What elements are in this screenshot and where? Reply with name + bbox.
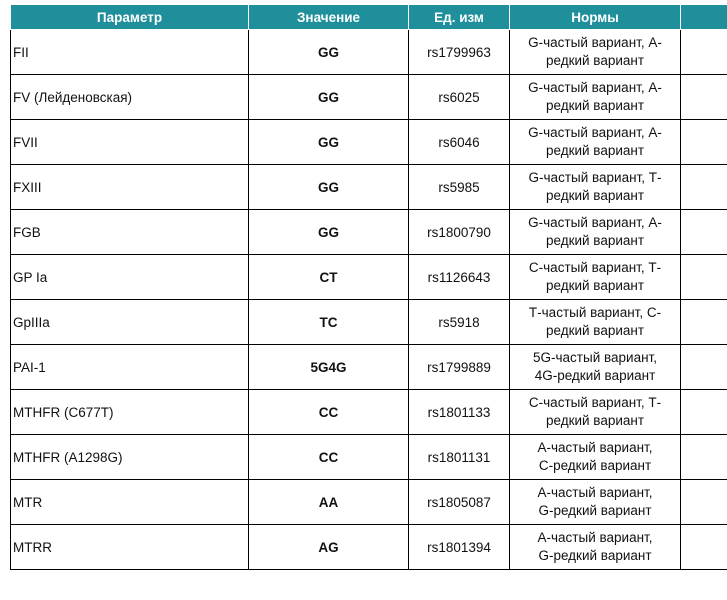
norm-line-2: редкий вариант xyxy=(545,188,645,203)
unit-cell: rs1799963 xyxy=(409,30,510,75)
norm-line-1: А-частый вариант, xyxy=(537,485,653,500)
value-cell: AG xyxy=(249,525,409,570)
norm-cell xyxy=(510,30,681,75)
norm-line-2: редкий вариант xyxy=(545,53,645,68)
table-row xyxy=(11,165,727,210)
norm-cell xyxy=(510,255,681,300)
norm-line-1: С-частый вариант, Т- xyxy=(528,395,662,410)
header-unit: Ед. изм xyxy=(409,5,510,30)
norm-cell xyxy=(510,120,681,165)
norm-cell xyxy=(510,210,681,255)
param-cell: MTHFR (C677T) xyxy=(11,390,249,435)
norm-line-1: А-частый вариант, xyxy=(537,440,653,455)
norm-line-1: G-частый вариант, А- xyxy=(528,35,662,50)
extra-cell xyxy=(681,390,727,435)
unit-cell: rs1799889 xyxy=(409,345,510,390)
unit-cell: rs1801394 xyxy=(409,525,510,570)
unit-cell: rs1805087 xyxy=(409,480,510,525)
header-value: Значение xyxy=(249,5,409,30)
norm-cell xyxy=(510,165,681,210)
table-row xyxy=(11,300,727,345)
norm-line-2: редкий вариант xyxy=(545,413,645,428)
param-cell: MTR xyxy=(11,480,249,525)
param-cell: MTHFR (A1298G) xyxy=(11,435,249,480)
norm-line-2: редкий вариант xyxy=(545,278,645,293)
norm-line-2: 4G-редкий вариант xyxy=(534,368,656,383)
unit-cell: rs5918 xyxy=(409,300,510,345)
norm-line-1: G-частый вариант, А- xyxy=(528,125,662,140)
norm-line-1: С-частый вариант, Т- xyxy=(528,260,662,275)
unit-cell: rs1126643 xyxy=(409,255,510,300)
table-header xyxy=(11,5,727,30)
extra-cell xyxy=(681,75,727,120)
table-row xyxy=(11,120,727,165)
norm-line-1: 5G-частый вариант, xyxy=(533,350,657,365)
norm-line-2: редкий вариант xyxy=(545,98,645,113)
extra-cell xyxy=(681,210,727,255)
norm-cell xyxy=(510,75,681,120)
value-cell: GG xyxy=(249,165,409,210)
header-param: Параметр xyxy=(11,5,249,30)
extra-cell xyxy=(681,255,727,300)
extra-cell xyxy=(681,300,727,345)
table-row xyxy=(11,480,727,525)
table-row xyxy=(11,75,727,120)
unit-cell: rs1801133 xyxy=(409,390,510,435)
extra-cell xyxy=(681,480,727,525)
norm-line-2: редкий вариант xyxy=(545,233,645,248)
value-cell: 5G4G xyxy=(249,345,409,390)
value-cell: GG xyxy=(249,120,409,165)
norm-cell xyxy=(510,525,681,570)
norm-line-2: редкий вариант xyxy=(545,143,645,158)
value-cell: CT xyxy=(249,255,409,300)
norm-cell xyxy=(510,435,681,480)
extra-cell xyxy=(681,165,727,210)
param-cell: PAI-1 xyxy=(11,345,249,390)
param-cell: FGB xyxy=(11,210,249,255)
param-cell: FVII xyxy=(11,120,249,165)
norm-line-2: G-редкий вариант xyxy=(538,503,652,518)
norm-line-1: G-частый вариант, А- xyxy=(528,80,662,95)
extra-cell xyxy=(681,345,727,390)
norm-line-1: А-частый вариант, xyxy=(537,530,653,545)
value-cell: AA xyxy=(249,480,409,525)
unit-cell: rs1801131 xyxy=(409,435,510,480)
unit-cell: rs6046 xyxy=(409,120,510,165)
norm-line-2: редкий вариант xyxy=(545,323,645,338)
extra-cell xyxy=(681,30,727,75)
param-cell: GpIIIa xyxy=(11,300,249,345)
extra-cell xyxy=(681,435,727,480)
table-body xyxy=(11,30,727,570)
table-row xyxy=(11,30,727,75)
value-cell: GG xyxy=(249,75,409,120)
param-cell: MTRR xyxy=(11,525,249,570)
norm-line-2: G-редкий вариант xyxy=(538,548,652,563)
norm-line-1: G-частый вариант, А- xyxy=(528,215,662,230)
table-row xyxy=(11,525,727,570)
header-norm: Нормы xyxy=(510,5,681,30)
extra-cell xyxy=(681,525,727,570)
norm-cell xyxy=(510,345,681,390)
table-row xyxy=(11,210,727,255)
param-cell: GP Ia xyxy=(11,255,249,300)
header-extra xyxy=(681,5,727,30)
value-cell: GG xyxy=(249,210,409,255)
param-cell: FII xyxy=(11,30,249,75)
genetics-results-table xyxy=(10,4,727,570)
norm-cell xyxy=(510,390,681,435)
value-cell: TC xyxy=(249,300,409,345)
unit-cell: rs6025 xyxy=(409,75,510,120)
extra-cell xyxy=(681,120,727,165)
table-row xyxy=(11,255,727,300)
unit-cell: rs5985 xyxy=(409,165,510,210)
norm-line-2: С-редкий вариант xyxy=(538,458,652,473)
norm-line-1: Т-частый вариант, С- xyxy=(528,305,662,320)
norm-cell xyxy=(510,300,681,345)
genetics-results-table-wrapper xyxy=(10,4,727,570)
value-cell: CC xyxy=(249,435,409,480)
table-row xyxy=(11,390,727,435)
norm-line-1: G-частый вариант, Т- xyxy=(528,170,662,185)
norm-cell xyxy=(510,480,681,525)
table-row xyxy=(11,345,727,390)
value-cell: GG xyxy=(249,30,409,75)
value-cell: CC xyxy=(249,390,409,435)
table-row xyxy=(11,435,727,480)
header-row xyxy=(11,5,727,30)
param-cell: FV (Лейденовская) xyxy=(11,75,249,120)
unit-cell: rs1800790 xyxy=(409,210,510,255)
param-cell: FXIII xyxy=(11,165,249,210)
